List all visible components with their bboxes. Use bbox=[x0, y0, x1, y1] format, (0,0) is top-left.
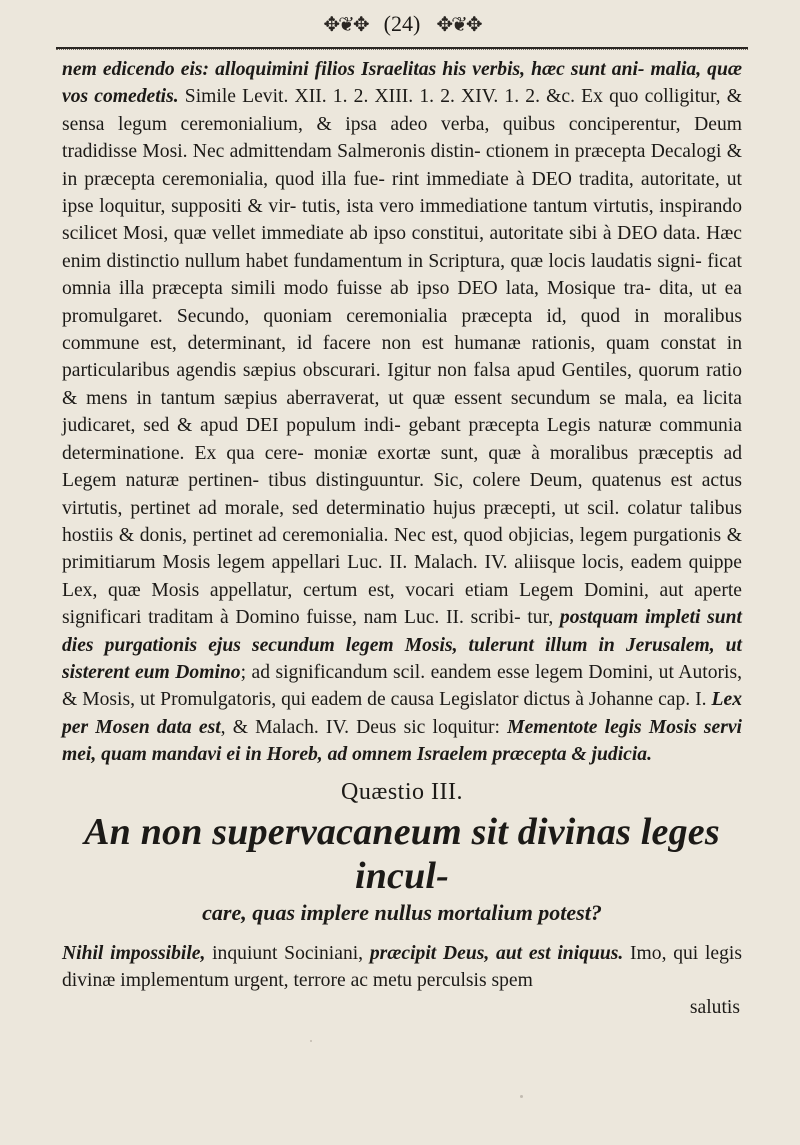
body-text: Imo, qui legis divinæ implementum urgent, terrore ac metu perculsis spem bbox=[62, 942, 742, 991]
body-text: inquiunt Sociniani, bbox=[205, 942, 370, 964]
catchword: salutis bbox=[689, 997, 740, 1019]
question-subtitle: care, quas implere nullus mortalium potest? bbox=[202, 899, 602, 925]
body-text: ; ad significandum scil. eandem esse legem Domini, ut Autoris, & Mosis, ut Promulgatoris, qui eadem de causa Legislator dictus à Johanne cap. I. bbox=[62, 661, 742, 711]
paper-speck bbox=[310, 1040, 312, 1042]
page-number: (24) bbox=[383, 11, 421, 36]
paper-speck bbox=[520, 1095, 523, 1098]
question-label: Quæstio III. bbox=[341, 778, 463, 805]
paragraph-1 bbox=[62, 56, 742, 769]
body-text: Simile Levit. XII. 1. 2. XIII. 1. 2. XIV. 1. 2. &c. Ex quo colligitur, & sensa legum ceremonialium, & ipsa adeo verba, quibus conciperentur, Deum tradidisse Mosi. Nec admittendam Salmeronis distin- ctionem in præcepta Decalogi & in præcepta ceremonialia, quod illa fue- rint immediate à DEO tradita, autoritate, ut ipse loquitur, suppositi & vir- tutis, ista vero immediatione tantum virtutis, inspirando scilicet Mosi, quæ vellet immediate ab ipso constitui, autoritate sibi à DEO data. Hæc enim distinctio nullum habet fundamentum in Scriptura, quæ locis laudatis signi- ficat omnia illa præcepta simili modo fuisse ab ipso DEO lata, Mosique tra- dita, ut ea promulgaret. Secundo, quoniam ceremonialia præcepta id, quod in moralibus commune est, determinant, id facere non est humanæ rationis, quam constat in particularibus agendis sæpius obscurari. Igitur non falsa apud Gentiles, quorum ratio & mens in tantum sæpius aberraverat, ut quæ essent secundum se mala, ea licita judicaret, sed & apud DEI populum indi- gebant præcepta Legis naturæ communia determinatione. Ex qua cere- moniæ exortæ sunt, quæ à moralibus præceptis ad Legem naturæ pertinen- tibus distinguuntur. Sic, colere Deum, quatenus est actus virtutis, pertinet ad morale, sed determinatio hujus præcepti, ut scil. colatur talibus hostiis & donis, pertinet ad ceremonialia. Nec est, quod objicias, legem purgationis & primitiarum Mosis legem appellari Luc. II. Malach. IV. aliisque locis, eadem quippe Lex, quæ Mosis appellatur, certum est, vocari etiam Legem Domini, aut aperte significari traditam à Domino fuisse, nam Luc. II. scribi- tur, bbox=[62, 86, 742, 629]
quotation-text: præcipit Deus, aut est iniquus. bbox=[369, 942, 624, 964]
left-ornament-icon: ✥❦✥ bbox=[323, 13, 368, 36]
quotation-text: nem edicendo eis: alloquimini filios Israelitas his verbis, hæc sunt ani- malia, quæ vos comedetis. bbox=[62, 59, 742, 108]
question-title: An non supervacaneum sit divinas leges incul- bbox=[84, 810, 720, 897]
running-head bbox=[62, 0, 742, 42]
quotation-text: Nihil impossibile, bbox=[62, 942, 206, 964]
right-ornament-icon: ✥❦✥ bbox=[436, 13, 481, 36]
quotation-text: postquam impleti sunt dies purgationis ejus secundum legem Mosis, tulerunt illum in Jerusalem, ut sisterent eum Domino bbox=[62, 607, 742, 683]
paragraph-2 bbox=[62, 940, 742, 995]
quotation-text: Mementote legis Mosis servi mei, quam mandavi ei in Horeb, ad omnem Israelem præcepta & judicia. bbox=[62, 716, 742, 766]
body-text: , & Malach. IV. Deus sic loquitur: bbox=[220, 716, 508, 738]
quotation-text: Lex per Mosen data est bbox=[62, 689, 742, 738]
header-rule bbox=[56, 46, 748, 50]
